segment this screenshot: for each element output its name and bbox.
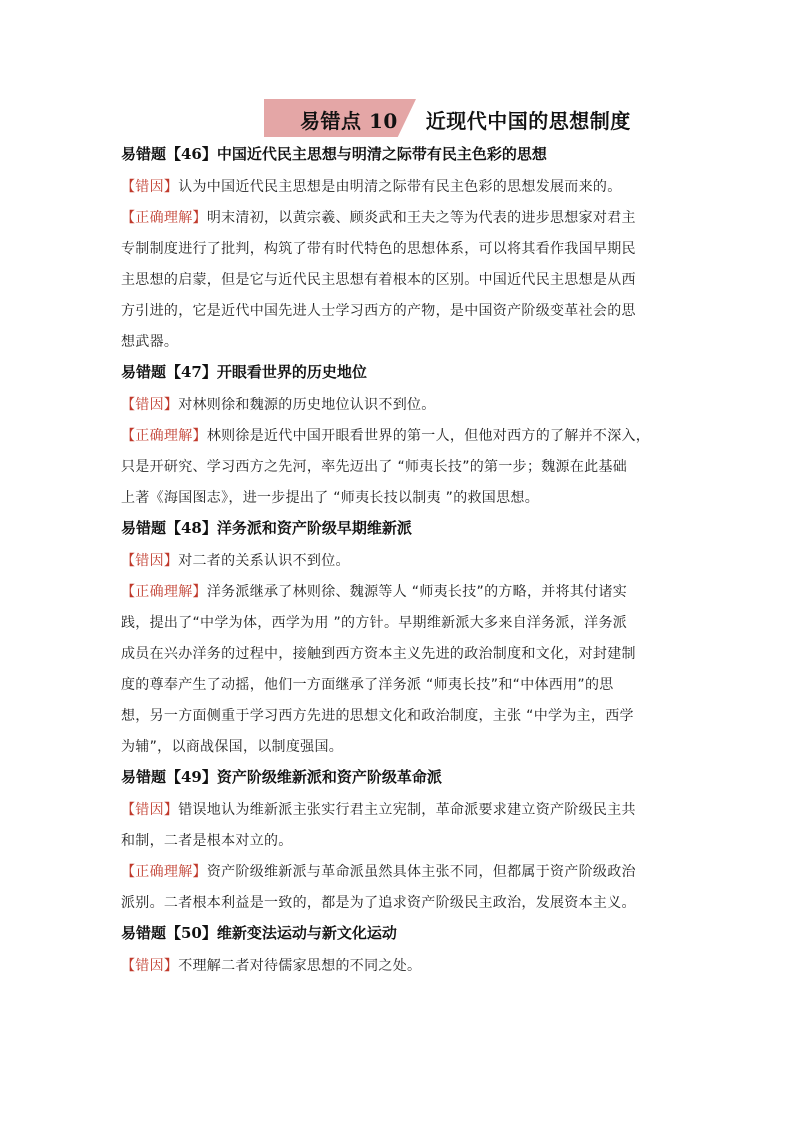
title-banner	[264, 99, 644, 137]
correct-text: 专制制度进行了批判，构筑了带有时代特色的思想体系，可以将其看作我国早期民	[121, 241, 636, 257]
correct-text: 为辅”，以商战保国，以制度强国。	[121, 739, 344, 755]
correct-text: 洋务派继承了林则徐、魏源等人 “师夷长技”的方略，并将其付诸实	[206, 584, 628, 600]
correct-text: 主思想的启蒙，但是它与近代民主思想有着根本的区别。中国近代民主思想是从西	[121, 272, 636, 288]
correct-tag: 【正确理解】	[121, 210, 207, 226]
cause-tag: 【错因】	[121, 553, 179, 569]
question-heading-50: 易错题【50】维新变法运动与新文化运动	[121, 924, 397, 942]
correct-text: 资产阶级维新派与革命派虽然具体主张不同，但都属于资产阶级政治	[206, 864, 636, 880]
question-heading-48: 易错题【48】洋务派和资产阶级早期维新派	[121, 519, 412, 537]
correct-tag: 【正确理解】	[121, 864, 207, 880]
page-title: 易错点 10 近现代中国的思想制度	[300, 109, 631, 133]
cause-line	[121, 176, 622, 196]
question-heading-49: 易错题【49】资产阶级维新派和资产阶级革命派	[121, 768, 442, 786]
cause-line	[121, 955, 421, 975]
cause-line	[121, 799, 636, 819]
correct-line	[121, 861, 636, 881]
question-heading-46: 易错题【46】中国近代民主思想与明清之际带有民主色彩的思想	[121, 145, 547, 163]
cause-line	[121, 394, 436, 414]
cause-tag: 【错因】	[121, 802, 179, 818]
question-heading-47: 易错题【47】开眼看世界的历史地位	[121, 363, 367, 381]
cause-tag: 【错因】	[121, 179, 179, 195]
cause-tag: 【错因】	[121, 397, 179, 413]
correct-text: 只是开研究、学习西方之先河，率先迈出了 “师夷长技”的第一步；魏源在此基础	[121, 459, 628, 475]
cause-text: 对二者的关系认识不到位。	[178, 553, 350, 569]
cause-text: 和制，二者是根本对立的。	[121, 833, 293, 849]
correct-text: 上著《海国图志》，进一步提出了 “师夷长技以制夷 ”的救国思想。	[121, 490, 540, 506]
correct-text: 想武器。	[121, 334, 179, 350]
correct-text: 明末清初，以黄宗羲、顾炎武和王夫之等为代表的进步思想家对君主	[206, 210, 636, 226]
correct-line	[121, 425, 650, 445]
cause-line	[121, 550, 350, 570]
cause-text: 对林则徐和魏源的历史地位认识不到位。	[178, 397, 436, 413]
correct-line	[121, 207, 636, 227]
cause-tag: 【错因】	[121, 958, 179, 974]
correct-line	[121, 581, 627, 601]
correct-tag: 【正确理解】	[121, 584, 207, 600]
correct-text: 践，提出了“中学为体，西学为用 ”的方针。早期维新派大多来自洋务派，洋务派	[121, 615, 628, 631]
correct-text: 想，另一方面侧重于学习西方先进的思想文化和政治制度，主张 “中学为主，西学	[121, 708, 634, 724]
cause-text: 认为中国近代民主思想是由明清之际带有民主色彩的思想发展而来的。	[178, 179, 622, 195]
correct-text: 方引进的，它是近代中国先进人士学习西方的产物，是中国资产阶级变革社会的思	[121, 303, 636, 319]
cause-text: 不理解二者对待儒家思想的不同之处。	[178, 958, 422, 974]
correct-text: 成员在兴办洋务的过程中，接触到西方资本主义先进的政治制度和文化，对封建制	[121, 646, 636, 662]
correct-text: 林则徐是近代中国开眼看世界的第一人，但他对西方的了解并不深入，	[206, 428, 651, 444]
correct-text: 度的尊奉产生了动摇，他们一方面继承了洋务派 “师夷长技”和“中体西用”的思	[121, 677, 614, 693]
cause-text: 错误地认为维新派主张实行君主立宪制，革命派要求建立资产阶级民主共	[178, 802, 636, 818]
correct-tag: 【正确理解】	[121, 428, 207, 444]
correct-text: 派别。二者根本利益是一致的，都是为了追求资产阶级民主政治，发展资本主义。	[121, 895, 636, 911]
